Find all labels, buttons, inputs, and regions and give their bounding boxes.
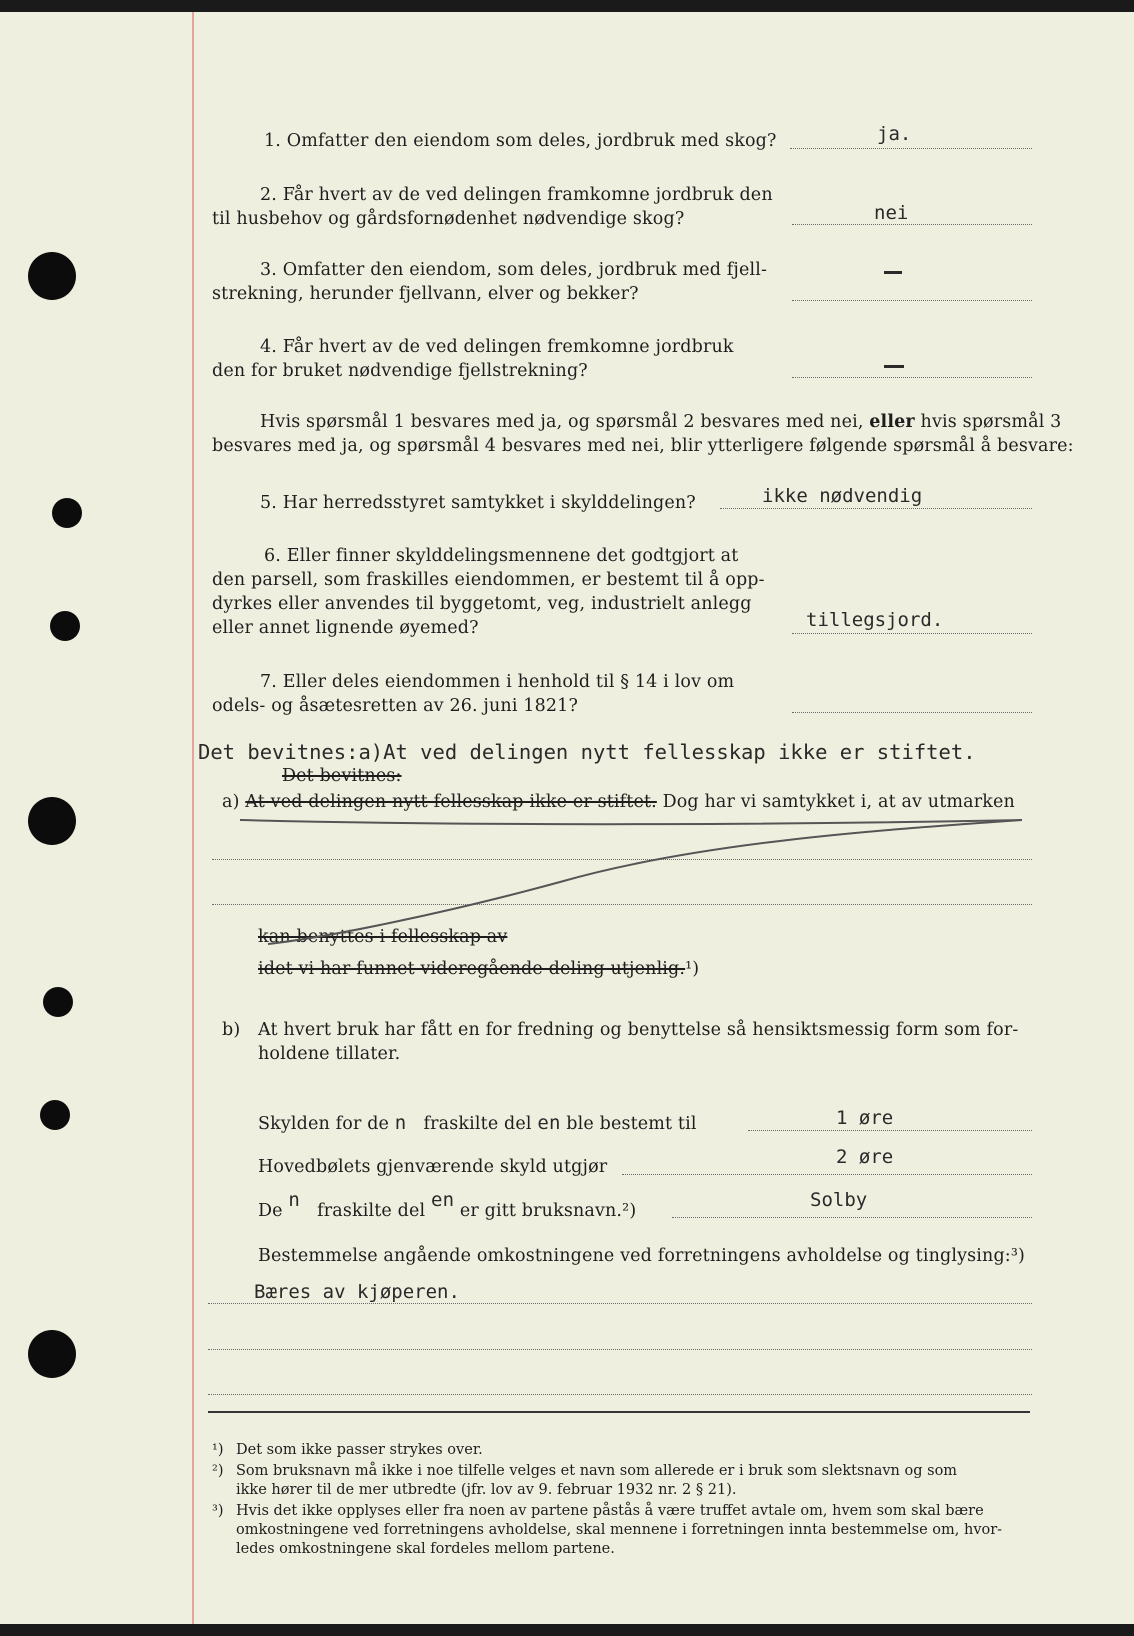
footnote-3-line: Hvis det ikke opplyses eller fra noen av partene påstås å være truffet avtale om, hvem som skal bære — [236, 1503, 984, 1519]
blank-line — [208, 1303, 1032, 1304]
footnote-rule — [208, 1411, 1030, 1413]
footnote-2-line: ikke hører til de mer utbredte (jfr. lov av 9. februar 1932 nr. 2 § 21). — [236, 1482, 737, 1498]
question-3-line: strekning, herunder fjellvann, elver og bekker? — [212, 284, 639, 304]
section-b-label: b) — [222, 1020, 241, 1040]
question-7-line: 7. Eller deles eiendommen i henhold til § 14 i lov om — [260, 672, 735, 692]
skyld-text: fraskilte del — [423, 1114, 532, 1134]
answer-6: tillegsjord. — [806, 609, 944, 631]
answer-line — [672, 1217, 1032, 1218]
section-b-line: At hvert bruk har fått en for fredning og benyttelse så hensiktsmessig form som for- — [258, 1020, 1019, 1040]
typed-statement: Det bevitnes:a)At ved delingen nytt fellesskap ikke er stiftet. — [198, 740, 976, 764]
footnote-mark: ²) — [212, 1463, 224, 1479]
answer-line — [748, 1130, 1032, 1131]
section-a-line: kan benyttes i fellesskap av — [258, 927, 508, 947]
skyld-fill: en — [537, 1112, 561, 1134]
question-4-line: 4. Får hvert av de ved delingen fremkomne jordbruk — [260, 337, 734, 357]
section-a-label: a) — [222, 792, 240, 812]
skyld-row-2: Hovedbølets gjenværende skyld utgjør — [258, 1157, 608, 1177]
skyld-answer-1: 1 øre — [836, 1107, 894, 1129]
answer-5: ikke nødvendig — [762, 485, 923, 507]
strike-scribble — [0, 12, 1134, 1624]
skyld-text: er gitt bruksnavn.²) — [459, 1201, 637, 1221]
section-a-struck: At ved delingen nytt fellesskap ikke er stiftet. — [245, 792, 657, 812]
footnote-mark: ¹) — [212, 1442, 224, 1458]
question-6-line: dyrkes eller anvendes til byggetomt, veg, industrielt anlegg — [212, 594, 752, 614]
condition-bold: eller — [869, 412, 915, 432]
condition-text: hvis spørsmål 3 — [920, 412, 1062, 432]
footnote-3-line: omkostningene ved forretningens avholdelse, skal mennene i forretningen innta bestemmelse om, hvor- — [236, 1522, 1003, 1538]
blank-line — [208, 1394, 1032, 1395]
document-page — [0, 12, 1134, 1624]
section-a-heading: Det bevitnes: — [282, 766, 402, 786]
skyld-text: De — [258, 1201, 283, 1221]
answer-line — [622, 1174, 1032, 1175]
question-6-line: 6. Eller finner skylddelingsmennene det godtgjort at — [264, 546, 739, 566]
question-4-line: den for bruket nødvendige fjellstrekning? — [212, 361, 588, 381]
question-1: 1. Omfatter den eiendom som deles, jordbruk med skog? — [264, 131, 777, 151]
condition-line: besvares med ja, og spørsmål 4 besvares med nei, blir ytterligere følgende spørsmål å besvare: — [212, 436, 1074, 456]
skyld-row-1 — [258, 1111, 697, 1136]
skyld-fill: en — [430, 1189, 455, 1211]
skyld-text: Skylden for de — [258, 1114, 390, 1134]
footnote-ref: ¹) — [685, 959, 700, 979]
answer-1: ja. — [877, 123, 912, 145]
question-2-line: 2. Får hvert av de ved delingen framkomne jordbruk den — [260, 185, 773, 205]
section-b-line: holdene tillater. — [258, 1044, 401, 1064]
footnote-2-line: Som bruksnavn må ikke i noe tilfelle velges et navn som allerede er i bruk som slektsnavn og som — [236, 1463, 958, 1479]
skyld-answer-2: 2 øre — [836, 1146, 894, 1168]
question-5: 5. Har herredsstyret samtykket i skylddelingen? — [260, 493, 696, 513]
section-a-rest: Dog har vi samtykket i, at av utmarken — [662, 792, 1015, 812]
answer-2: nei — [874, 202, 909, 224]
skyld-fill: n — [394, 1112, 407, 1134]
question-2-line: til husbehov og gårdsfornødenhet nødvendige skog? — [212, 209, 685, 229]
blank-line — [208, 1349, 1032, 1350]
question-3-line: 3. Omfatter den eiendom, som deles, jordbruk med fjell- — [260, 260, 768, 280]
skyld-answer-3: Solby — [810, 1189, 868, 1211]
condition-text: Hvis spørsmål 1 besvares med ja, og spørsmål 2 besvares med nei, — [260, 412, 864, 432]
footnote-1: Det som ikke passer strykes over. — [236, 1442, 483, 1458]
skyld-text: fraskilte del — [317, 1201, 426, 1221]
skyld-row-4: Bestemmelse angående omkostningene ved forretningens avholdelse og tinglysing:³) — [258, 1246, 1025, 1266]
question-6-line: den parsell, som fraskilles eiendommen, er bestemt til å opp- — [212, 570, 765, 590]
footnote-3-line: ledes omkostningene skal fordeles mellom partene. — [236, 1541, 615, 1557]
footnote-mark: ³) — [212, 1503, 224, 1519]
skyld-row-3 — [258, 1189, 637, 1223]
question-7-line: odels- og åsætesretten av 26. juni 1821? — [212, 696, 578, 716]
skyld-answer-4: Bæres av kjøperen. — [254, 1281, 460, 1303]
section-a-struck: idet vi har funnet videregående deling utjenlig. — [258, 959, 686, 979]
question-6-line: eller annet lignende øyemed? — [212, 618, 479, 638]
skyld-text: ble bestemt til — [566, 1114, 697, 1134]
skyld-fill: n — [288, 1189, 300, 1211]
